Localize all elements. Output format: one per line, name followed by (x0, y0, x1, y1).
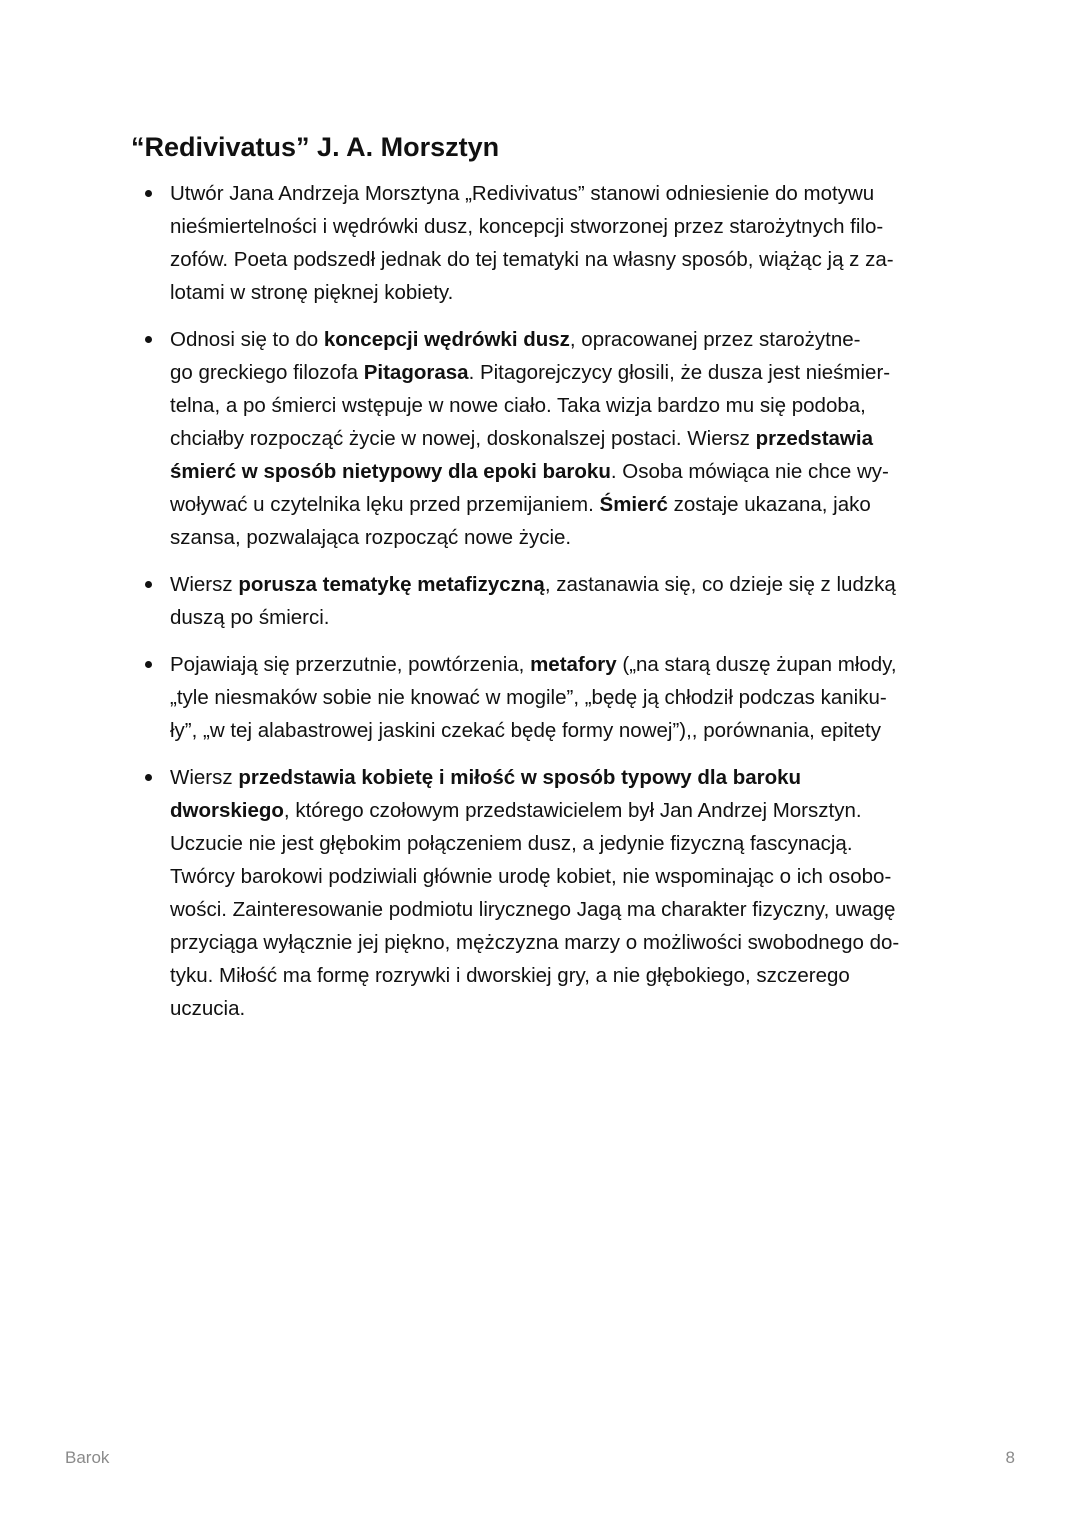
text-segment: uczucia. (170, 997, 246, 1020)
text-segment: woływać u czytelnika lęku przed przemijaniem. (170, 493, 600, 516)
text-line (170, 714, 950, 747)
text-line (170, 177, 950, 210)
bold-text: dworskiego (170, 799, 284, 822)
text-line (170, 794, 950, 827)
bullet-item (170, 177, 950, 309)
bullet-dot-icon (145, 190, 152, 197)
text-segment: , zastanawia się, co dzieje się z ludzką (544, 573, 896, 596)
text-segment: „tyle niesmaków sobie nie knować w mogile”, „będę ją chłodził podczas kaniku- (170, 686, 887, 709)
text-segment: nieśmiertelności i wędrówki dusz, koncepcji stworzonej przez starożytnych filo- (170, 215, 884, 238)
text-line (170, 243, 950, 276)
text-segment: Uczucie nie jest głębokim połączeniem dusz, a jedynie fizyczną fascynacją. (170, 832, 853, 855)
text-segment: szansa, pozwalająca rozpocząć nowe życie. (170, 526, 572, 549)
text-line (170, 992, 950, 1025)
text-segment: zofów. Poeta podszedł jednak do tej tematyki na własny sposób, wiążąc ją z za- (170, 248, 894, 271)
text-segment: Twórcy barokowi podziwiali głównie urodę kobiet, nie wspominając o ich osobo- (170, 865, 892, 888)
bold-text: koncepcji wędrówki dusz (323, 328, 570, 351)
text-segment: , opracowanej przez starożytne- (569, 328, 861, 351)
text-segment: przyciąga wyłącznie jej piękno, mężczyzna marzy o możliwości swobodnego do- (170, 931, 900, 954)
text-segment: tyku. Miłość ma formę rozrywki i dworskiej gry, a nie głębokiego, szczerego (170, 964, 850, 987)
bullet-item (170, 648, 950, 747)
text-line (170, 276, 950, 309)
bullet-item (170, 323, 950, 554)
bold-text: śmierć w sposób nietypowy dla epoki baroku (170, 460, 611, 483)
text-segment: lotami w stronę pięknej kobiety. (170, 281, 454, 304)
text-line (170, 648, 950, 681)
text-line (170, 860, 950, 893)
bold-text: przedstawia (755, 427, 873, 450)
text-segment: Wiersz (170, 766, 239, 789)
footer-section-name: Barok (65, 1448, 110, 1467)
text-line (170, 389, 950, 422)
text-line (170, 761, 950, 794)
text-segment: . Pitagorejczycy głosili, że dusza jest nieśmier- (468, 361, 891, 384)
text-segment: Utwór Jana Andrzeja Morsztyna „Redivivatus” stanowi odniesienie do motywu (170, 182, 875, 205)
bullet-dot-icon (145, 581, 152, 588)
text-line (170, 210, 950, 243)
text-line (170, 893, 950, 926)
bullet-dot-icon (145, 774, 152, 781)
bullet-list (170, 177, 950, 1039)
text-line (170, 926, 950, 959)
bold-text: metafory (530, 653, 617, 676)
text-segment: zostaje ukazana, jako (667, 493, 871, 516)
text-line (170, 827, 950, 860)
text-segment: wości. Zainteresowanie podmiotu lirycznego Jagą ma charakter fizyczny, uwagę (170, 898, 896, 921)
bullet-item (170, 761, 950, 1025)
text-line (170, 422, 950, 455)
text-line (170, 455, 950, 488)
text-line (170, 959, 950, 992)
text-line (170, 323, 950, 356)
text-segment: („na starą duszę żupan młody, (616, 653, 897, 676)
page-title: “Redivivatus” J. A. Morsztyn (131, 132, 500, 162)
bullet-dot-icon (145, 336, 152, 343)
bold-text: porusza tematykę metafizyczną (238, 573, 545, 596)
text-segment: duszą po śmierci. (170, 606, 330, 629)
text-segment: , którego czołowym przedstawicielem był Jan Andrzej Morsztyn. (283, 799, 862, 822)
text-line (170, 601, 950, 634)
text-line (170, 488, 950, 521)
text-line (170, 356, 950, 389)
text-segment: chciałby rozpocząć życie w nowej, doskonalszej postaci. Wiersz (170, 427, 756, 450)
footer-page-number: 8 (1005, 1448, 1015, 1467)
text-segment: telna, a po śmierci wstępuje w nowe ciało. Taka wizja bardzo mu się podoba, (170, 394, 866, 417)
bold-text: Śmierć (599, 493, 668, 516)
text-segment: ły”, „w tej alabastrowej jaskini czekać będę formy nowej”),, porównania, epitety (170, 719, 881, 742)
bold-text: przedstawia kobietę i miłość w sposób typowy dla baroku (238, 766, 802, 789)
text-segment: Pojawiają się przerzutnie, powtórzenia, (170, 653, 531, 676)
text-segment: Odnosi się to do (170, 328, 324, 351)
text-line (170, 681, 950, 714)
text-line (170, 521, 950, 554)
bullet-dot-icon (145, 661, 152, 668)
text-segment: Wiersz (170, 573, 239, 596)
bullet-item (170, 568, 950, 634)
text-segment: . Osoba mówiąca nie chce wy- (610, 460, 889, 483)
text-line (170, 568, 950, 601)
text-segment: go greckiego filozofa (170, 361, 364, 384)
bold-text: Pitagorasa (363, 361, 469, 384)
